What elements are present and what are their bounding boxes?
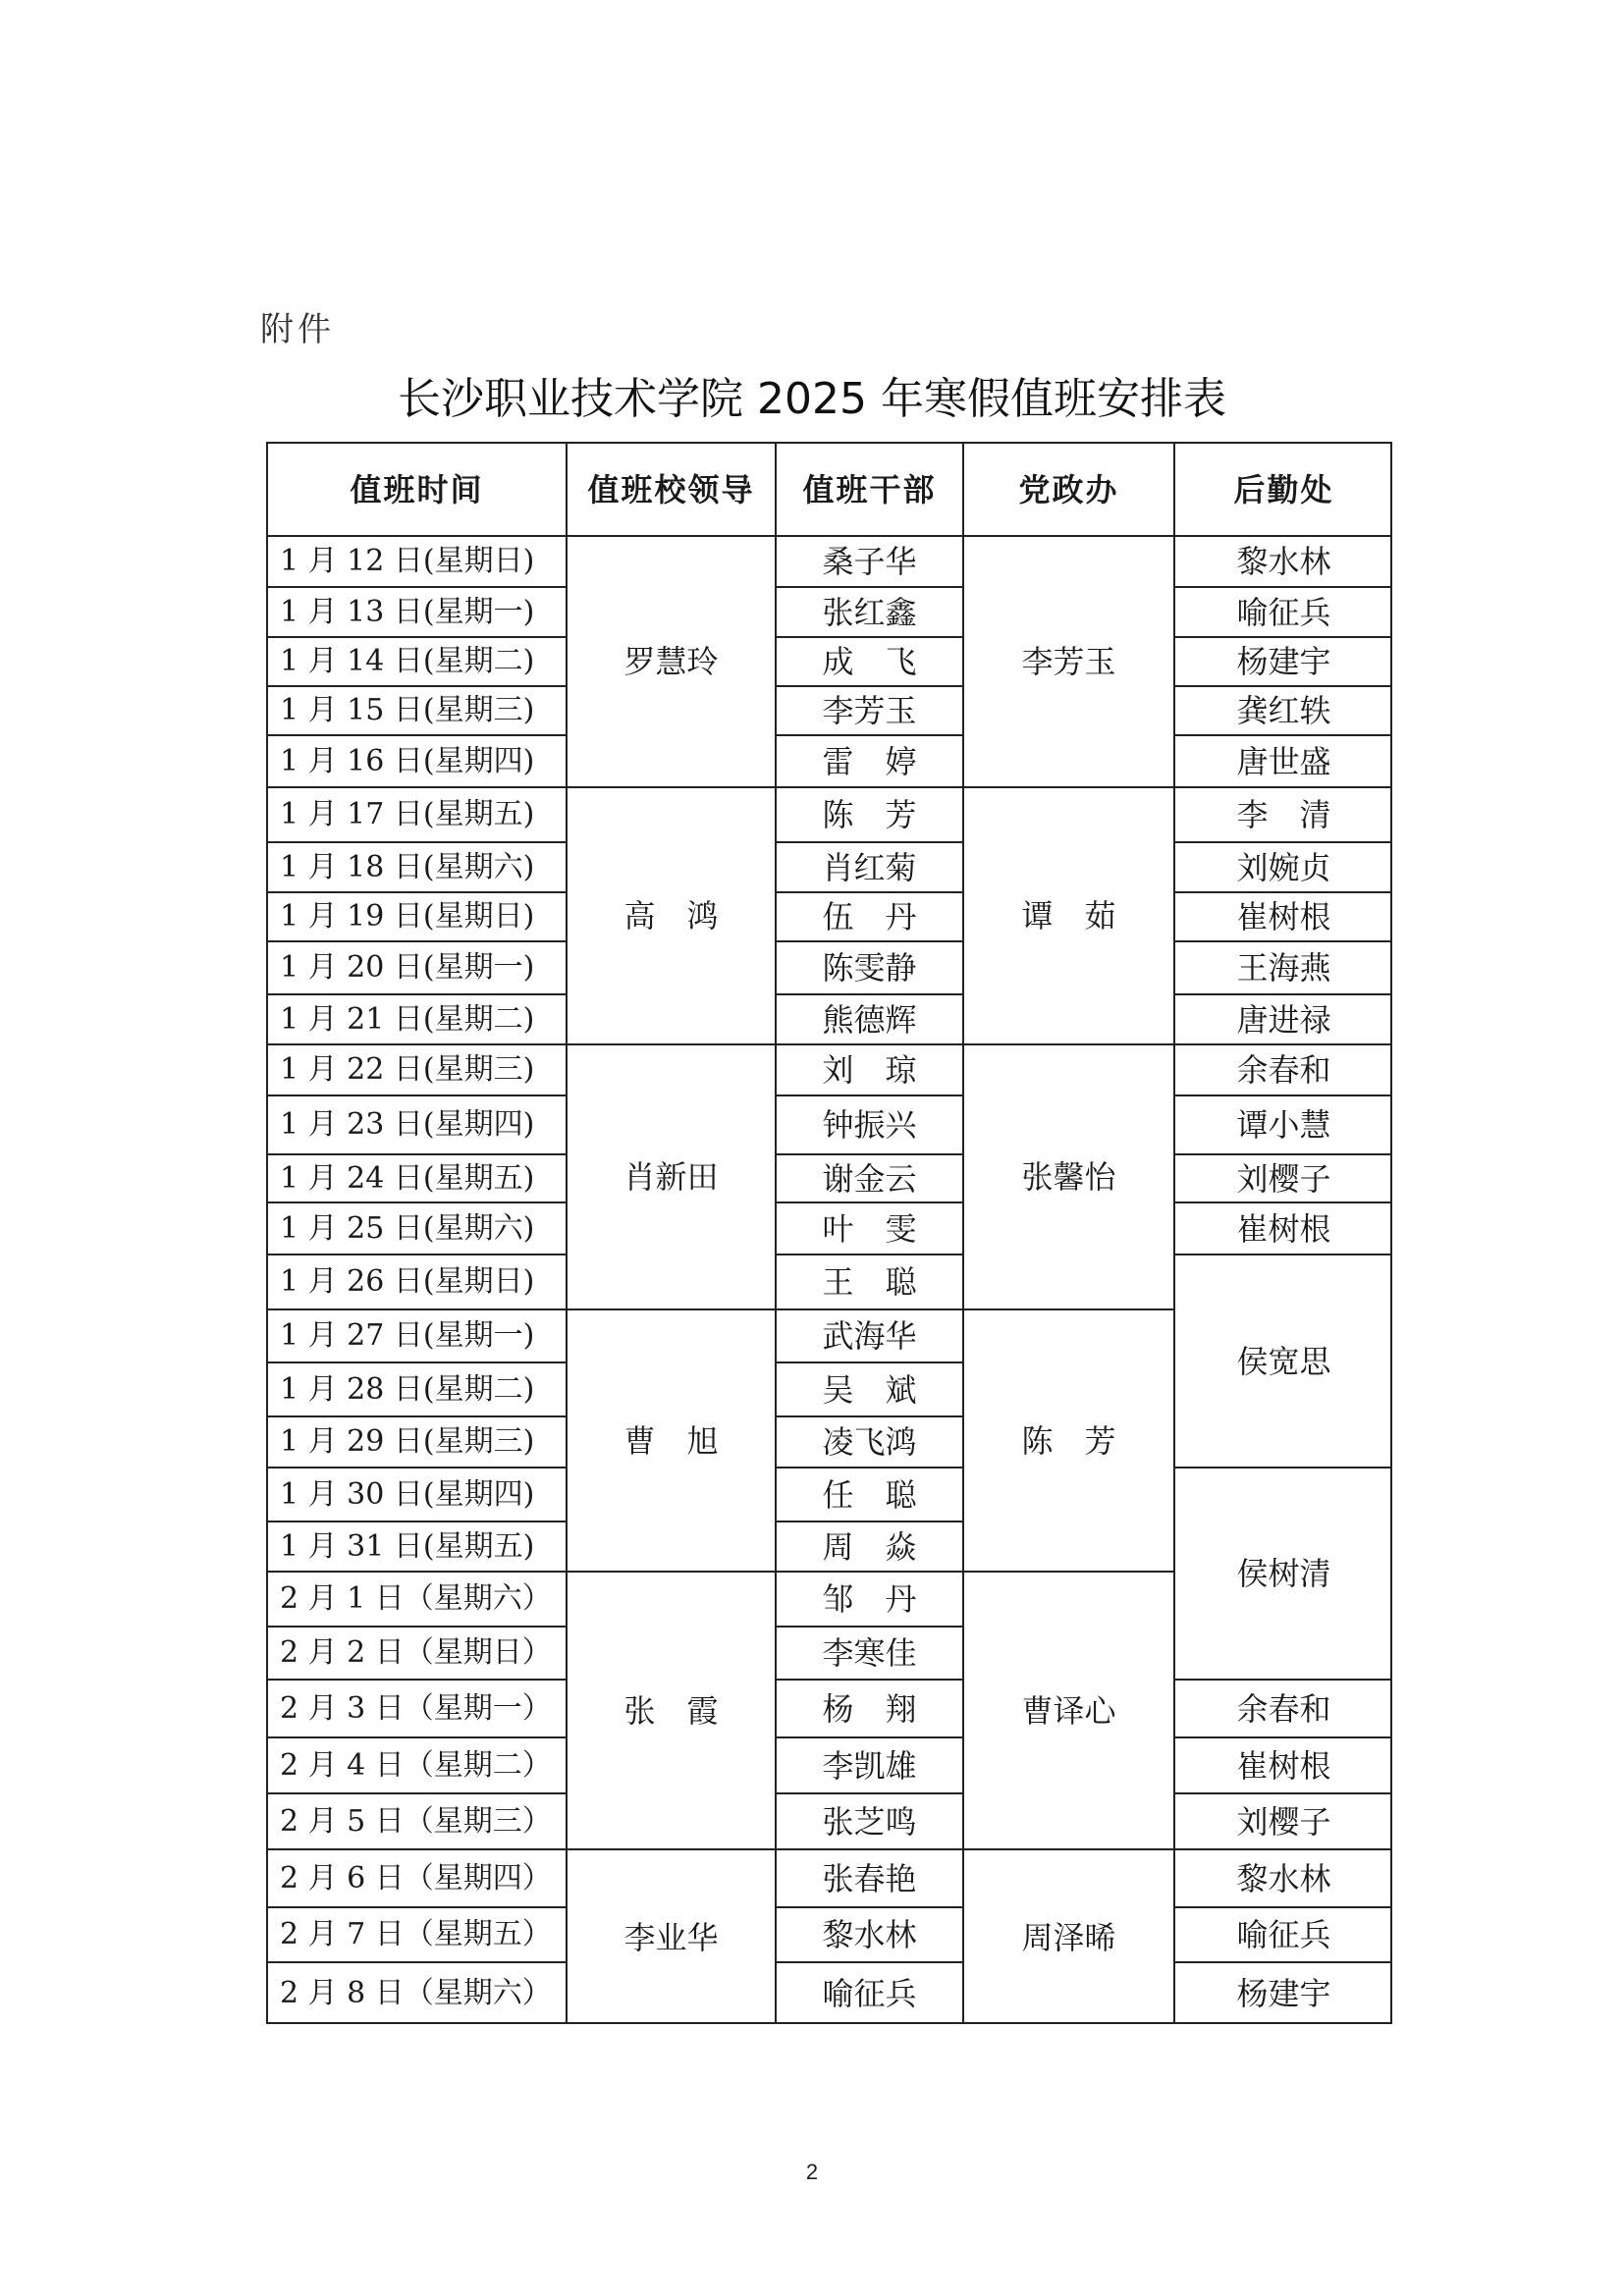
duty-date-cell: 1 月 28 日(星期二) bbox=[266, 1362, 566, 1415]
duty-date-cell: 2 月 7 日（星期五） bbox=[266, 1906, 566, 1961]
logistics-cell: 李 清 bbox=[1173, 786, 1392, 841]
duty-date-cell: 1 月 14 日(星期二) bbox=[266, 636, 566, 685]
duty-cadre-cell: 邹 丹 bbox=[775, 1571, 962, 1626]
duty-cadre-cell: 陈雯静 bbox=[775, 940, 962, 993]
school-leader-cell: 肖新田 bbox=[566, 1043, 775, 1308]
duty-cadre-cell: 熊德辉 bbox=[775, 993, 962, 1043]
logistics-cell: 侯树清 bbox=[1173, 1467, 1392, 1679]
logistics-cell: 刘樱子 bbox=[1173, 1792, 1392, 1848]
duty-date-cell: 1 月 25 日(星期六) bbox=[266, 1201, 566, 1254]
duty-cadre-cell: 吴 斌 bbox=[775, 1362, 962, 1415]
logistics-cell: 黎水林 bbox=[1173, 535, 1392, 586]
logistics-cell: 唐世盛 bbox=[1173, 734, 1392, 786]
duty-cadre-cell: 叶 雯 bbox=[775, 1201, 962, 1254]
duty-cadre-cell: 谢金云 bbox=[775, 1153, 962, 1201]
party-office-cell: 陈 芳 bbox=[962, 1308, 1173, 1571]
logistics-cell: 崔树根 bbox=[1173, 891, 1392, 940]
duty-date-cell: 1 月 18 日(星期六) bbox=[266, 841, 566, 891]
logistics-cell: 黎水林 bbox=[1173, 1848, 1392, 1906]
duty-date-cell: 2 月 8 日（星期六） bbox=[266, 1961, 566, 2024]
school-leader-cell: 罗慧玲 bbox=[566, 535, 775, 786]
party-office-cell: 周泽晞 bbox=[962, 1848, 1173, 2024]
page-title: 长沙职业技术学院 2025 年寒假值班安排表 bbox=[398, 374, 1226, 424]
duty-date-cell: 1 月 22 日(星期三) bbox=[266, 1043, 566, 1095]
duty-date-cell: 2 月 4 日（星期二） bbox=[266, 1736, 566, 1792]
page-number: 2 bbox=[805, 2160, 819, 2184]
duty-cadre-cell: 周 焱 bbox=[775, 1521, 962, 1571]
logistics-cell: 喻征兵 bbox=[1173, 586, 1392, 636]
duty-date-cell: 1 月 30 日(星期四) bbox=[266, 1467, 566, 1521]
header-party-office: 党政办 bbox=[962, 442, 1173, 535]
duty-cadre-cell: 雷 婷 bbox=[775, 734, 962, 786]
duty-cadre-cell: 王 聪 bbox=[775, 1254, 962, 1308]
attachment-label: 附件 bbox=[260, 310, 335, 349]
logistics-cell: 王海燕 bbox=[1173, 940, 1392, 993]
duty-date-cell: 1 月 24 日(星期五) bbox=[266, 1153, 566, 1201]
logistics-cell: 喻征兵 bbox=[1173, 1906, 1392, 1961]
duty-cadre-cell: 成 飞 bbox=[775, 636, 962, 685]
duty-date-cell: 1 月 15 日(星期三) bbox=[266, 685, 566, 734]
logistics-cell: 余春和 bbox=[1173, 1679, 1392, 1736]
logistics-cell: 杨建宇 bbox=[1173, 1961, 1392, 2024]
party-office-cell: 谭 茹 bbox=[962, 786, 1173, 1043]
school-leader-cell: 张 霞 bbox=[566, 1571, 775, 1848]
logistics-cell: 杨建宇 bbox=[1173, 636, 1392, 685]
duty-cadre-cell: 黎水林 bbox=[775, 1906, 962, 1961]
school-leader-cell: 李业华 bbox=[566, 1848, 775, 2024]
duty-cadre-cell: 喻征兵 bbox=[775, 1961, 962, 2024]
header-duty-cadre: 值班干部 bbox=[775, 442, 962, 535]
duty-cadre-cell: 凌飞鸿 bbox=[775, 1415, 962, 1467]
duty-date-cell: 1 月 29 日(星期三) bbox=[266, 1415, 566, 1467]
duty-date-cell: 1 月 13 日(星期一) bbox=[266, 586, 566, 636]
logistics-cell: 唐进禄 bbox=[1173, 993, 1392, 1043]
header-duty-time: 值班时间 bbox=[266, 442, 566, 535]
duty-cadre-cell: 张芝鸣 bbox=[775, 1792, 962, 1848]
duty-date-cell: 2 月 5 日（星期三） bbox=[266, 1792, 566, 1848]
duty-date-cell: 1 月 21 日(星期二) bbox=[266, 993, 566, 1043]
duty-date-cell: 1 月 19 日(星期日) bbox=[266, 891, 566, 940]
school-leader-cell: 高 鸿 bbox=[566, 786, 775, 1043]
duty-cadre-cell: 杨 翔 bbox=[775, 1679, 962, 1736]
logistics-cell: 崔树根 bbox=[1173, 1736, 1392, 1792]
party-office-cell: 曹译心 bbox=[962, 1571, 1173, 1848]
party-office-cell: 张馨怡 bbox=[962, 1043, 1173, 1308]
school-leader-cell: 曹 旭 bbox=[566, 1308, 775, 1571]
party-office-cell: 李芳玉 bbox=[962, 535, 1173, 786]
logistics-cell: 刘樱子 bbox=[1173, 1153, 1392, 1201]
duty-cadre-cell: 刘 琼 bbox=[775, 1043, 962, 1095]
duty-cadre-cell: 张春艳 bbox=[775, 1848, 962, 1906]
duty-date-cell: 1 月 26 日(星期日) bbox=[266, 1254, 566, 1308]
duty-cadre-cell: 张红鑫 bbox=[775, 586, 962, 636]
duty-cadre-cell: 桑子华 bbox=[775, 535, 962, 586]
duty-date-cell: 1 月 27 日(星期一) bbox=[266, 1308, 566, 1362]
duty-cadre-cell: 钟振兴 bbox=[775, 1095, 962, 1153]
duty-date-cell: 2 月 6 日（星期四） bbox=[266, 1848, 566, 1906]
header-school-leader: 值班校领导 bbox=[566, 442, 775, 535]
logistics-cell: 龚红轶 bbox=[1173, 685, 1392, 734]
duty-cadre-cell: 李凯雄 bbox=[775, 1736, 962, 1792]
duty-cadre-cell: 任 聪 bbox=[775, 1467, 962, 1521]
duty-cadre-cell: 李芳玉 bbox=[775, 685, 962, 734]
logistics-cell: 谭小慧 bbox=[1173, 1095, 1392, 1153]
duty-date-cell: 1 月 23 日(星期四) bbox=[266, 1095, 566, 1153]
logistics-cell: 刘婉贞 bbox=[1173, 841, 1392, 891]
logistics-cell: 崔树根 bbox=[1173, 1201, 1392, 1254]
duty-cadre-cell: 武海华 bbox=[775, 1308, 962, 1362]
logistics-cell: 侯宽思 bbox=[1173, 1254, 1392, 1467]
header-logistics: 后勤处 bbox=[1173, 442, 1392, 535]
duty-cadre-cell: 伍 丹 bbox=[775, 891, 962, 940]
duty-date-cell: 2 月 2 日（星期日） bbox=[266, 1626, 566, 1679]
duty-cadre-cell: 李寒佳 bbox=[775, 1626, 962, 1679]
duty-date-cell: 1 月 12 日(星期日) bbox=[266, 535, 566, 586]
duty-cadre-cell: 肖红菊 bbox=[775, 841, 962, 891]
logistics-cell: 余春和 bbox=[1173, 1043, 1392, 1095]
duty-cadre-cell: 陈 芳 bbox=[775, 786, 962, 841]
duty-date-cell: 1 月 16 日(星期四) bbox=[266, 734, 566, 786]
duty-date-cell: 2 月 1 日（星期六） bbox=[266, 1571, 566, 1626]
duty-date-cell: 1 月 20 日(星期一) bbox=[266, 940, 566, 993]
duty-date-cell: 1 月 31 日(星期五) bbox=[266, 1521, 566, 1571]
duty-date-cell: 2 月 3 日（星期一） bbox=[266, 1679, 566, 1736]
duty-date-cell: 1 月 17 日(星期五) bbox=[266, 786, 566, 841]
